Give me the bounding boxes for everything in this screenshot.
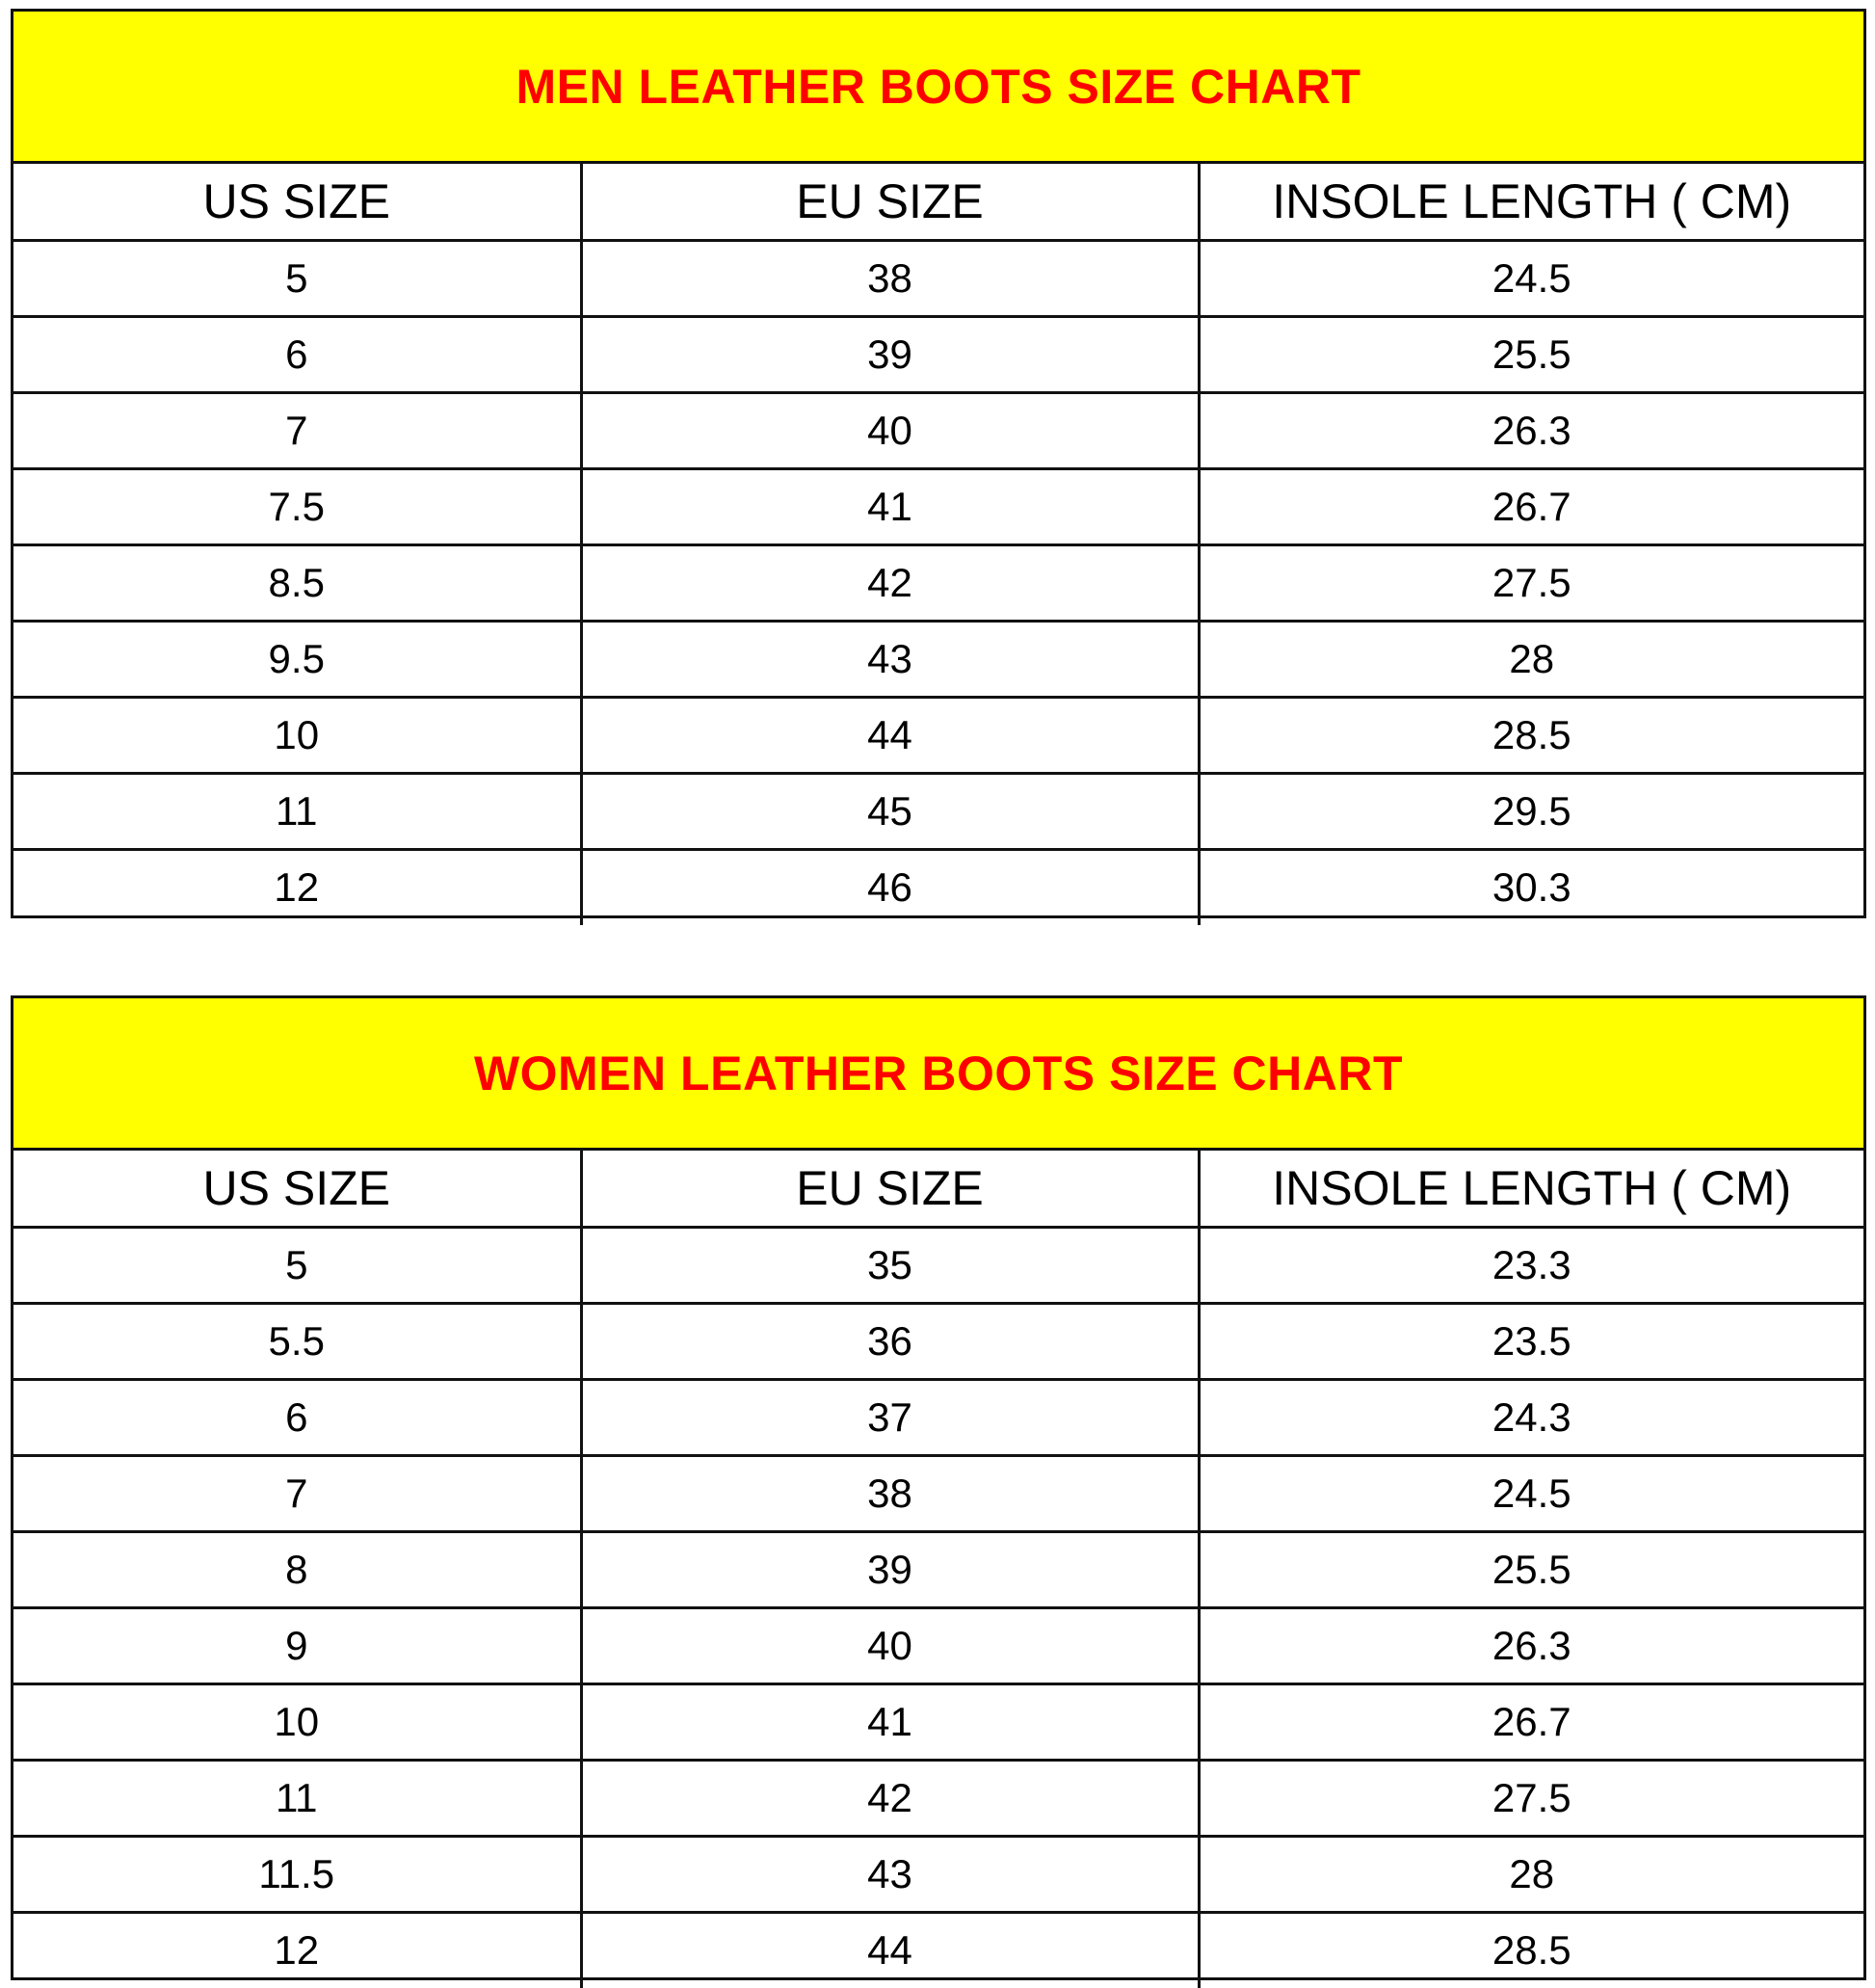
men-table-row	[13, 697, 1863, 773]
insole-length-cell: 27.5	[1199, 544, 1863, 621]
eu-size-cell: 35	[581, 1227, 1199, 1303]
us-size-cell: 12	[13, 849, 581, 925]
men-table-row	[13, 316, 1863, 392]
eu-size-header: EU SIZE	[581, 164, 1199, 240]
insole-length-cell: 30.3	[1492, 864, 1571, 911]
women-table-row	[13, 1303, 1863, 1379]
insole-length-cell: 28	[1199, 1836, 1863, 1912]
eu-size-cell: 44	[581, 697, 1199, 773]
women-table-row	[13, 1683, 1863, 1760]
insole-length-cell: 26.7	[1199, 1683, 1863, 1760]
men-table-row	[13, 240, 1863, 316]
us-size-cell: 5.5	[13, 1303, 581, 1379]
us-size-cell: 5	[13, 240, 581, 316]
insole-length-cell: 28	[1199, 621, 1863, 697]
us-size-cell: 7	[13, 392, 581, 468]
eu-size-cell: 42	[581, 544, 1199, 621]
men-header-row	[13, 164, 1863, 240]
us-size-header: US SIZE	[13, 164, 581, 240]
insole-length-cell: 24.3	[1199, 1379, 1863, 1455]
eu-size-cell: 43	[581, 621, 1199, 697]
men-table-row	[13, 849, 1863, 925]
us-size-cell: 6	[13, 1379, 581, 1455]
insole-length-cell: 24.5	[1199, 1455, 1863, 1531]
insole-length-cell: 25.5	[1199, 1531, 1863, 1607]
eu-size-cell: 38	[581, 1455, 1199, 1531]
us-size-cell: 7	[13, 1455, 581, 1531]
insole-length-cell: 24.5	[1199, 240, 1863, 316]
women-table-row	[13, 1912, 1863, 1988]
insole-length-header: INSOLE LENGTH ( CM)	[1199, 1151, 1863, 1227]
women-table-row	[13, 1379, 1863, 1455]
us-size-cell: 6	[13, 316, 581, 392]
women-table-row	[13, 1455, 1863, 1531]
eu-size-cell: 45	[581, 773, 1199, 849]
women-table-row	[13, 1760, 1863, 1836]
men-table-row	[13, 392, 1863, 468]
eu-size-cell: 36	[581, 1303, 1199, 1379]
eu-size-cell: 44	[581, 1912, 1199, 1988]
eu-size-cell: 41	[581, 1683, 1199, 1760]
insole-length-cell: 28.5	[1492, 1927, 1571, 1974]
us-size-cell: 11.5	[13, 1836, 581, 1912]
us-size-cell: 10	[13, 1683, 581, 1760]
women-table-row	[13, 1531, 1863, 1607]
us-size-cell: 8.5	[13, 544, 581, 621]
insole-length-cell: 27.5	[1199, 1760, 1863, 1836]
us-size-cell: 5	[13, 1227, 581, 1303]
eu-size-cell: 40	[581, 1607, 1199, 1683]
women-size-table	[13, 1151, 1863, 1988]
us-size-cell: 9	[13, 1607, 581, 1683]
women-header-row	[13, 1151, 1863, 1227]
eu-size-cell: 39	[581, 1531, 1199, 1607]
eu-size-cell: 37	[581, 1379, 1199, 1455]
eu-size-cell: 38	[581, 240, 1199, 316]
us-size-cell: 10	[13, 697, 581, 773]
women-table-row	[13, 1607, 1863, 1683]
us-size-cell: 11	[13, 1760, 581, 1836]
men-table-row	[13, 773, 1863, 849]
women-size-chart	[11, 995, 1866, 1980]
us-size-cell: 9.5	[13, 621, 581, 697]
insole-length-header: INSOLE LENGTH ( CM)	[1199, 164, 1863, 240]
men-size-chart	[11, 9, 1866, 918]
us-size-cell: 12	[13, 1912, 581, 1988]
eu-size-cell: 40	[581, 392, 1199, 468]
eu-size-cell: 43	[581, 1836, 1199, 1912]
insole-length-cell: 29.5	[1199, 773, 1863, 849]
women-chart-title: WOMEN LEATHER BOOTS SIZE CHART	[13, 998, 1863, 1151]
men-table-row	[13, 621, 1863, 697]
us-size-cell: 11	[13, 773, 581, 849]
men-table-row	[13, 468, 1863, 544]
insole-length-cell: 25.5	[1199, 316, 1863, 392]
us-size-cell: 8	[13, 1531, 581, 1607]
men-table-row	[13, 544, 1863, 621]
insole-length-cell: 26.3	[1199, 1607, 1863, 1683]
men-chart-title: MEN LEATHER BOOTS SIZE CHART	[13, 12, 1863, 164]
insole-length-cell: 23.3	[1199, 1227, 1863, 1303]
eu-size-cell: 46	[581, 849, 1199, 925]
insole-length-cell: 26.3	[1199, 392, 1863, 468]
insole-length-cell: 26.7	[1199, 468, 1863, 544]
insole-length-cell: 23.5	[1199, 1303, 1863, 1379]
insole-length-cell: 28.5	[1199, 697, 1863, 773]
eu-size-header: EU SIZE	[581, 1151, 1199, 1227]
us-size-header: US SIZE	[13, 1151, 581, 1227]
men-size-table	[13, 164, 1863, 925]
eu-size-cell: 41	[581, 468, 1199, 544]
women-table-row	[13, 1227, 1863, 1303]
eu-size-cell: 39	[581, 316, 1199, 392]
women-table-row	[13, 1836, 1863, 1912]
us-size-cell: 7.5	[13, 468, 581, 544]
eu-size-cell: 42	[581, 1760, 1199, 1836]
